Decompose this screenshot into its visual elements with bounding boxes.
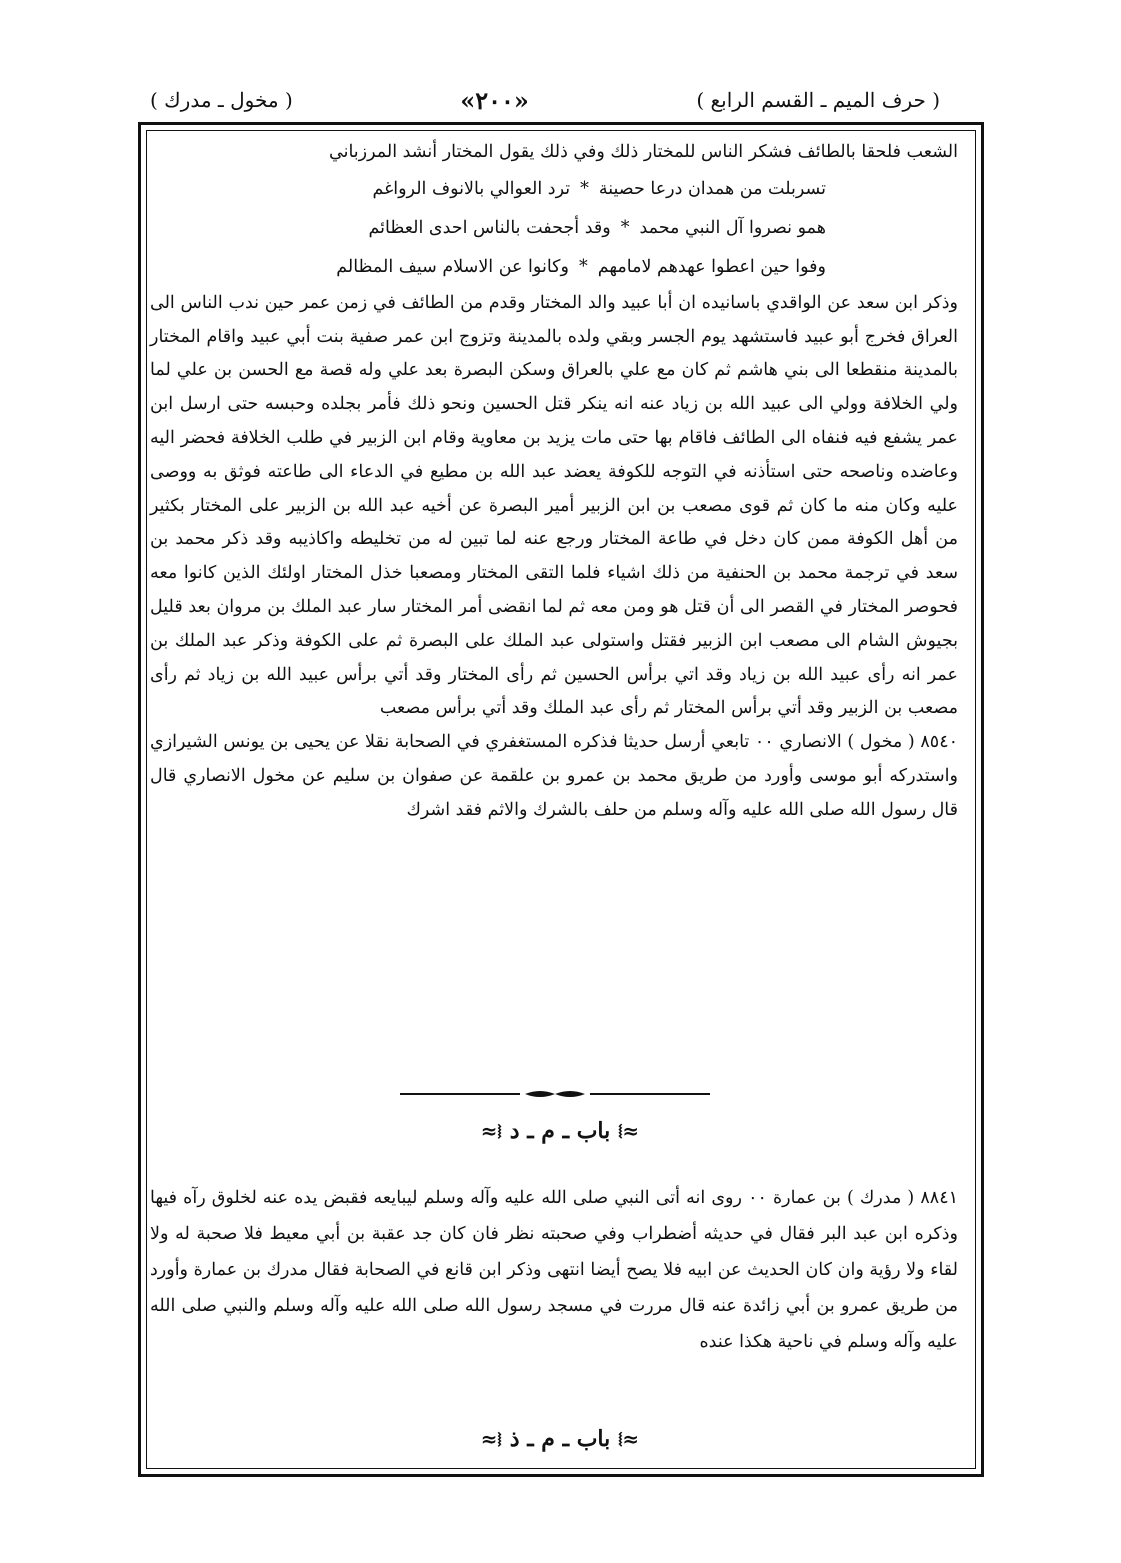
verse-hemistich-first: تسربلت من همدان درعا حصينة [598,178,826,199]
page-number: «۲۰۰» [460,85,529,115]
header-chapter-title: ( حرف الميم ـ القسم الرابع ) [696,88,940,112]
ornamental-divider [400,1088,710,1100]
verse-separator-star: * [620,217,630,238]
paragraph-mukhtar-biography: وذكر ابن سعد عن الواقدي باسانيده ان أبا عبيد والد المختار وقدم من الطائف في زمن عمر حين ندب الناس الى العراق فخرج أبو عبيد فاستشهد يوم الجسر وبقي ولده بالمدينة وتزوج ابن عمر صفية بنت أبي عبيد واقام المختار بالمدينة منقطعا الى بني هاشم ثم كان مع علي بالعراق وسكن البصرة بعد علي وله قصة مع الحسن بن علي لما ولي الخلافة وولي الى عبيد الله بن زياد عنه انه ينكر قتل الحسين ونحو ذلك فأمر بجلده وحبسه حتى ارسل ابن عمر يشفع فيه فنفاه الى الطائف فاقام بها حتى مات يزيد بن معاوية وقام ابن الزبير في طلب الخلافة فحضر اليه وعاضده وناصحه حتى استأذنه في التوجه للكوفة يعضد عبد الله بن مطيع في الدعاء الى طاعته فوثق به ووصى عليه وكان منه ما كان ثم قوى مصعب بن ابن الزبير أمير البصرة عن أخيه عبد الله بن الزبير على المختار بكثير من أهل الكوفة ممن كان دخل في طاعة المختار ورجع عنه لما تبين له من تخليطه واكاذيبه وقد ذكر محمد بن سعد في ترجمة محمد بن الحنفية من ذلك اشياء فلما التقى المختار ومصعبا خذل المختار اولئك الذين كانوا معه فحوصر المختار في القصر الى أن قتل هو ومن معه ثم لما انقضى أمر المختار سار عبد الملك بن مروان بعد قليل بجيوش الشام الى مصعب ابن الزبير فقتل واستولى عبد الملك على البصرة ثم على الكوفة وذكر عبد الملك بن عمر انه رأى عبيد الله بن زياد وقد اتي برأس الحسين ثم رأى المختار وقد أتي برأس عبيد الله بن زياد ثم رأى مصعب بن الزبير وقد أتي برأس المختار ثم رأى عبد الملك وقد أتي برأس مصعب [150,292,958,719]
poem-verse [150,170,958,209]
verse-hemistich-first: همو نصروا آل النبي محمد [639,217,826,238]
main-text [150,136,958,828]
ornament-icon: ≈⧘ [618,1427,640,1451]
poem [150,170,958,287]
verse-separator-star: * [580,178,589,199]
page-header [150,82,940,118]
entry-makhul: ٨٥٤٠ ( مخول ) الانصاري ٠٠ تابعي أرسل حديثا فذكره المستغفري في الصحابة نقلا عن يحيى بن يونس الشيرازي واستدركه أبو موسى وأورد من طريق محمد بن عمرو بن علقمة عن صفوان بن سليم عن مخول الانصاري قال قال رسول الله صلى الله عليه وآله وسلم من حلف بالشرك والاثم فقد اشرك [150,732,958,820]
entry-mudrik-text: ٨٨٤١ ( مدرك ) بن عمارة ٠٠ روى انه أتى النبي صلى الله عليه وآله وسلم ليبايعه فقبض يده عنه لخلوق رآه فيها وذكره ابن عبد البر فقال في حديثه أضطراب وفي صحبته نظر فان كان جد عقبة بن أبي معيط فلا صحبة له ولا لقاء ولا رؤية وان كان الحديث عن ابيه فلا يصح أيضا انتهى وذكر ابن قانع في الصحابة فقال مدرك بن عمارة وأورد من طريق عمرو بن أبي زائدة عنه قال مررت في مسجد رسول الله صلى الله عليه وآله وسلم والنبي صلى الله عليه وآله وسلم في ناحية هكذا عنده [150,1188,958,1352]
ornament-icon: ≈⧘ [618,1119,640,1143]
verse-hemistich-second: وقد أجحفت بالناس احدى العظائم [368,217,611,238]
section-title: باب ـ م ـ ذ [509,1426,611,1452]
poem-verse [150,248,958,287]
header-entry-range: ( مخول ـ مدرك ) [150,88,293,112]
ornament-icon: ⧙≈ [480,1119,502,1143]
ornament-icon: ⧙≈ [480,1427,502,1451]
section-heading-mim-dal [380,1118,740,1144]
paragraph-intro: الشعب فلحقا بالطائف فشكر الناس للمختار ذلك وفي ذلك يقول المختار أنشد المرزباني [328,142,958,162]
section-title: باب ـ م ـ د [509,1118,611,1144]
verse-hemistich-second: وكانوا عن الاسلام سيف المظالم [336,256,569,277]
verse-hemistich-second: ترد العوالي بالانوف الرواغم [372,178,571,199]
poem-verse [150,209,958,248]
verse-separator-star: * [578,256,588,277]
entry-mudrik [150,1180,958,1360]
section-heading-mim-dhal [380,1426,740,1452]
verse-hemistich-first: وفوا حين اعطوا عهدهم لامامهم [597,256,826,277]
